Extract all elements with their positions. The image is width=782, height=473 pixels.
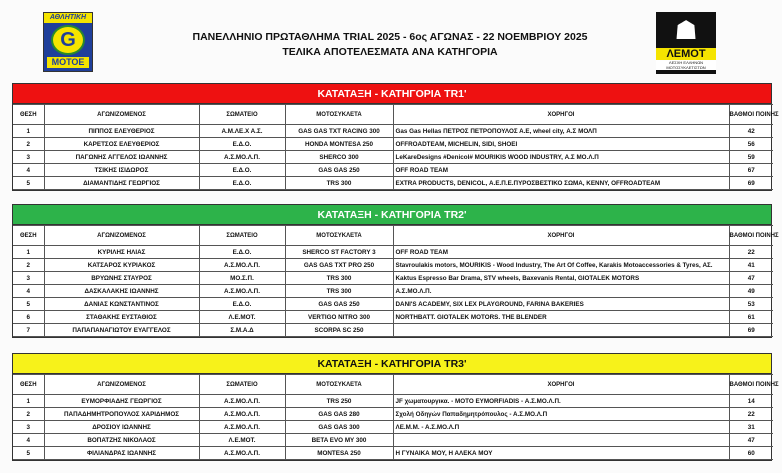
table-row (13, 151, 773, 164)
cell-sponsors (393, 324, 729, 337)
cell-motorcycle: MONTESA 250 (285, 447, 393, 460)
cell-competitor: ΣΤΑΘΑΚΗΣ ΕΥΣΤΑΘΙΟΣ (44, 311, 199, 324)
cell-motorcycle: SHERCO 300 (285, 151, 393, 164)
table-row (13, 125, 773, 138)
cell-club: Ε.Δ.Ο. (199, 177, 285, 190)
table-row (13, 311, 773, 324)
cell-sponsors: Stavroulakis motors, MOURIKIS - Wood Industry, The Art Of Coffee, Karakis Motoaccessories & Tyres, ΑΣ. (393, 259, 729, 272)
cell-position: 2 (13, 259, 44, 272)
cell-club: Α.Σ.ΜΟ.Λ.Π. (199, 408, 285, 421)
column-header-competitor: ΑΓΩΝΙΖΟΜΕΝΟΣ (44, 226, 199, 246)
results-table (13, 225, 779, 337)
cell-penalty-points: 56 (729, 138, 773, 151)
cell-competitor: ΠΑΠΑΔΗΜΗΤΡΟΠΟΥΛΟΣ ΧΑΡΙΔΗΜΟΣ (44, 408, 199, 421)
cell-club: Α.Μ.ΛΕ.Χ Α.Σ. (199, 125, 285, 138)
column-header-penalty-points: ΒΑΘΜΟΙ ΠΟΙΝΗΣ (729, 375, 773, 395)
table-row (13, 138, 773, 151)
rider-icon: ☗ (674, 15, 698, 45)
cell-motorcycle: GAS GAS 250 (285, 164, 393, 177)
cell-penalty-points: 47 (729, 434, 773, 447)
cell-competitor: ΦΙΛΙΑΝΔΡΑΣ ΙΩΑΝΝΗΣ (44, 447, 199, 460)
cell-club: Α.Σ.ΜΟ.Λ.Π. (199, 447, 285, 460)
cell-sponsors: NORTHBATT. GIOTALEK MOTORS. THE BLENDER (393, 311, 729, 324)
table-row (13, 259, 773, 272)
table-row (13, 285, 773, 298)
motoe-logo (43, 12, 93, 72)
cell-sponsors: ΛΕ.Μ.Μ. - Α.Σ.ΜΟ.Λ.Π (393, 421, 729, 434)
cell-motorcycle: SCORPA SC 250 (285, 324, 393, 337)
cell-club: Ε.Δ.Ο. (199, 138, 285, 151)
lemot-logo (656, 12, 716, 74)
cell-club: ΜΟ.Σ.Π. (199, 272, 285, 285)
cell-club: Α.Σ.ΜΟ.Λ.Π. (199, 421, 285, 434)
column-header-club: ΣΩΜΑΤΕΙΟ (199, 226, 285, 246)
cell-sponsors: Σχολή Οδηγών Παπαδημητρόπουλος - Α.Σ.ΜΟ.Λ.Π (393, 408, 729, 421)
cell-position: 7 (13, 324, 44, 337)
cell-club: Λ.Ε.ΜΟΤ. (199, 311, 285, 324)
cell-sponsors: Gas Gas Hellas ΠΕΤΡΟΣ ΠΕΤΡΟΠΟΥΛΟΣ Α.Ε, wheel city, Α.Σ ΜΟΛΠ (393, 125, 729, 138)
table-row (13, 298, 773, 311)
cell-penalty-points: 22 (729, 246, 773, 259)
table-row (13, 164, 773, 177)
cell-motorcycle: GAS GAS 280 (285, 408, 393, 421)
cell-sponsors (393, 434, 729, 447)
cell-position: 2 (13, 138, 44, 151)
cell-motorcycle: GAS GAS 300 (285, 421, 393, 434)
column-header-sponsors: ΧΟΡΗΓΟΙ (393, 226, 729, 246)
table-row (13, 246, 773, 259)
column-header-penalty-points: ΒΑΘΜΟΙ ΠΟΙΝΗΣ (729, 226, 773, 246)
logo-right-name: ΛΕΜΟΤ (656, 48, 716, 60)
cell-sponsors: JF χωματουργικα. - MOTO EYMORFIADIS - Α.Σ.ΜΟ.Λ.Π. (393, 395, 729, 408)
cell-penalty-points: 69 (729, 324, 773, 337)
cell-competitor: ΔΡΟΣΙΟΥ ΙΩΑΝΝΗΣ (44, 421, 199, 434)
cell-club: Λ.Ε.ΜΟΤ. (199, 434, 285, 447)
cell-motorcycle: TRS 300 (285, 272, 393, 285)
cell-position: 4 (13, 285, 44, 298)
cell-position: 4 (13, 434, 44, 447)
table-row (13, 434, 773, 447)
cell-penalty-points: 42 (729, 125, 773, 138)
cell-position: 5 (13, 177, 44, 190)
cell-competitor: ΠΑΠΑΠΑΝΑΓΙΩΤΟΥ ΕΥΑΓΓΕΛΟΣ (44, 324, 199, 337)
cell-club: Α.Σ.ΜΟ.Λ.Π. (199, 395, 285, 408)
cell-penalty-points: 67 (729, 164, 773, 177)
table-row (13, 177, 773, 190)
cell-penalty-points: 14 (729, 395, 773, 408)
cell-club: Α.Σ.ΜΟ.Λ.Π. (199, 151, 285, 164)
table-row (13, 324, 773, 337)
cell-penalty-points: 47 (729, 272, 773, 285)
cell-competitor: ΚΥΡΙΛΗΣ ΗΛΙΑΣ (44, 246, 199, 259)
cell-club: Α.Σ.ΜΟ.Λ.Π. (199, 259, 285, 272)
cell-competitor: ΕΥΜΟΡΦΙΑΔΗΣ ΓΕΩΡΓΙΟΣ (44, 395, 199, 408)
column-header-sponsors: ΧΟΡΗΓΟΙ (393, 105, 729, 125)
cell-club: Σ.Μ.Α.Δ (199, 324, 285, 337)
cell-motorcycle: HONDA MONTESA 250 (285, 138, 393, 151)
cell-sponsors: DANI'S ACADEMY, SIX LEX PLAYGROUND, FARINA BAKERIES (393, 298, 729, 311)
cell-motorcycle: SHERCO ST FACTORY 3 (285, 246, 393, 259)
cell-competitor: ΠΑΓΩΝΗΣ ΑΓΓΕΛΟΣ ΙΩΑΝΝΗΣ (44, 151, 199, 164)
cell-competitor: ΔΙΑΜΑΝΤΙΔΗΣ ΓΕΩΡΓΙΟΣ (44, 177, 199, 190)
table-header-row (13, 105, 773, 125)
cell-penalty-points: 49 (729, 285, 773, 298)
table-row (13, 421, 773, 434)
cell-competitor: ΔΑΣΚΑΛΑΚΗΣ ΙΩΑΝΝΗΣ (44, 285, 199, 298)
column-header-motorcycle: ΜΟΤΟΣΥΚΛΕΤΑ (285, 105, 393, 125)
cell-position: 2 (13, 408, 44, 421)
table-row (13, 272, 773, 285)
cell-competitor: ΠΙΠΠΟΣ ΕΛΕΥΘΕΡΙΟΣ (44, 125, 199, 138)
column-header-club: ΣΩΜΑΤΕΙΟ (199, 105, 285, 125)
cell-penalty-points: 31 (729, 421, 773, 434)
cell-club: Α.Σ.ΜΟ.Λ.Π. (199, 285, 285, 298)
column-header-motorcycle: ΜΟΤΟΣΥΚΛΕΤΑ (285, 226, 393, 246)
cell-position: 1 (13, 125, 44, 138)
logo-right-sub: ΛΕΣΧΗ ΕΛΛΗΝΩΝ ΜΟΤΟΣΥΚΛΕΤΙΣΤΩΝ (656, 60, 716, 70)
cell-position: 3 (13, 151, 44, 164)
logo-left-bottom-text: ΜΟΤΟΕ (47, 57, 89, 68)
cell-competitor: ΚΑΡΕΤΣΟΣ ΕΛΕΥΘΕΡΙΟΣ (44, 138, 199, 151)
column-header-club: ΣΩΜΑΤΕΙΟ (199, 375, 285, 395)
cell-motorcycle: BETA EVO MY 300 (285, 434, 393, 447)
cell-competitor: ΒΟΠΑΤΖΗΣ ΝΙΚΟΛΑΟΣ (44, 434, 199, 447)
cell-competitor: ΚΑΤΣΑΡΟΣ ΚΥΡΙΑΚΟΣ (44, 259, 199, 272)
cell-sponsors: OFFROADTEAM, MICHELIN, SIDI, SHOEI (393, 138, 729, 151)
cell-competitor: ΒΡΥΩΝΗΣ ΣΤΑΥΡΟΣ (44, 272, 199, 285)
cell-penalty-points: 22 (729, 408, 773, 421)
table-row (13, 447, 773, 460)
cell-position: 5 (13, 447, 44, 460)
cell-sponsors: OFF ROAD TEAM (393, 246, 729, 259)
column-header-penalty-points: ΒΑΘΜΟΙ ΠΟΙΝΗΣ (729, 105, 773, 125)
cell-sponsors: OFF ROAD TEAM (393, 164, 729, 177)
cell-motorcycle: GAS GAS TXT RACING 300 (285, 125, 393, 138)
cell-penalty-points: 53 (729, 298, 773, 311)
cell-position: 3 (13, 421, 44, 434)
cell-sponsors: EXTRA PRODUCTS, DENICOL, Α.Ε.Π.Ε.ΠΥΡΟΣΒΕΣΤΙΚΟ ΣΩΜΑ, KENNY, OFFROADTEAM (393, 177, 729, 190)
cell-penalty-points: 41 (729, 259, 773, 272)
cell-position: 1 (13, 395, 44, 408)
page-title: ΠΑΝΕΛΛΗΝΙΟ ΠΡΩΤΑΘΛΗΜΑ TRIAL 2025 - 6ος ΑΓΩΝΑΣ - 22 ΝΟΕΜΒΡΙΟΥ 2025 (192, 31, 588, 43)
cell-club: Ε.Δ.Ο. (199, 298, 285, 311)
cell-motorcycle: VERTIGO NITRO 300 (285, 311, 393, 324)
column-header-competitor: ΑΓΩΝΙΖΟΜΕΝΟΣ (44, 375, 199, 395)
cell-club: Ε.Δ.Ο. (199, 164, 285, 177)
table-header-row (13, 226, 773, 246)
cell-sponsors: Kaktus Espresso Bar Drama, STV wheels, Baxevanis Rental, GIOTALEK MOTORS (393, 272, 729, 285)
cell-penalty-points: 69 (729, 177, 773, 190)
page-subtitle: ΤΕΛΙΚΑ ΑΠΟΤΕΛΕΣΜΑΤΑ ΑΝΑ ΚΑΤΗΓΟΡΙΑ (282, 46, 498, 58)
table-header-row (13, 375, 773, 395)
table-row (13, 408, 773, 421)
cell-competitor: ΤΣΙΚΗΣ ΙΣΙΔΩΡΟΣ (44, 164, 199, 177)
cell-sponsors: Α.Σ.ΜΟ.Λ.Π. (393, 285, 729, 298)
category-section-1 (12, 83, 779, 191)
category-title: ΚΑΤΑΤΑΞΗ - ΚΑΤΗΓΟΡΙΑ TR2' (13, 205, 771, 225)
logo-left-top-text: ΑΘΛΗΤΙΚΗ (44, 13, 92, 23)
logo-left-emblem-icon: G (51, 25, 85, 55)
category-title: ΚΑΤΑΤΑΞΗ - ΚΑΤΗΓΟΡΙΑ TR1' (13, 84, 771, 104)
cell-competitor: ΔΑΝΙΑΣ ΚΩΝΣΤΑΝΤΙΝΟΣ (44, 298, 199, 311)
column-header-position: ΘΕΣΗ (13, 105, 44, 125)
column-header-sponsors: ΧΟΡΗΓΟΙ (393, 375, 729, 395)
cell-sponsors: Η ΓΥΝΑΙΚΑ ΜΟΥ, Η ΑΛΕΚΑ ΜΟΥ (393, 447, 729, 460)
cell-position: 1 (13, 246, 44, 259)
table-row (13, 395, 773, 408)
column-header-competitor: ΑΓΩΝΙΖΟΜΕΝΟΣ (44, 105, 199, 125)
cell-penalty-points: 61 (729, 311, 773, 324)
results-table (13, 374, 779, 460)
column-header-position: ΘΕΣΗ (13, 226, 44, 246)
cell-position: 3 (13, 272, 44, 285)
cell-club: Ε.Δ.Ο. (199, 246, 285, 259)
cell-motorcycle: GAS GAS TXT PRO 250 (285, 259, 393, 272)
category-section-3 (12, 353, 779, 461)
category-section-2 (12, 204, 779, 338)
cell-motorcycle: GAS GAS 250 (285, 298, 393, 311)
cell-penalty-points: 59 (729, 151, 773, 164)
cell-sponsors: LeKareDesigns #Denicol# MOURIKIS WOOD INDUSTRY, Α.Σ ΜΟ.Λ.Π (393, 151, 729, 164)
cell-position: 4 (13, 164, 44, 177)
category-title: ΚΑΤΑΤΑΞΗ - ΚΑΤΗΓΟΡΙΑ TR3' (13, 354, 771, 374)
cell-position: 5 (13, 298, 44, 311)
column-header-position: ΘΕΣΗ (13, 375, 44, 395)
cell-penalty-points: 60 (729, 447, 773, 460)
cell-position: 6 (13, 311, 44, 324)
column-header-motorcycle: ΜΟΤΟΣΥΚΛΕΤΑ (285, 375, 393, 395)
cell-motorcycle: TRS 300 (285, 177, 393, 190)
cell-motorcycle: TRS 250 (285, 395, 393, 408)
cell-motorcycle: TRS 300 (285, 285, 393, 298)
results-table (13, 104, 779, 190)
